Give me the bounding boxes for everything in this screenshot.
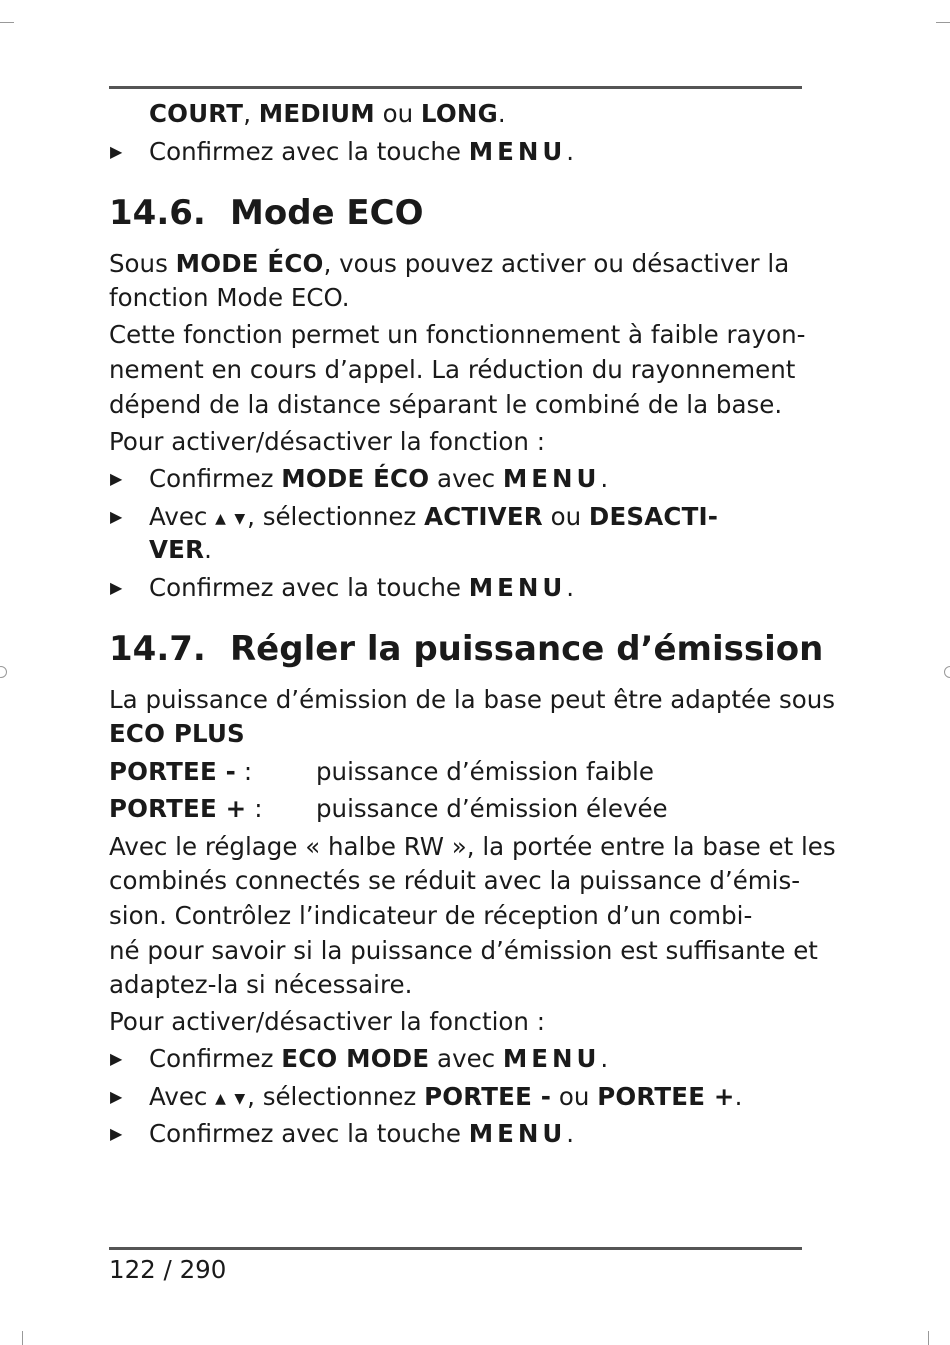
text: ou [542,502,589,531]
crop-mark [22,1331,23,1345]
text-line: fonction Mode ECO. [109,283,350,312]
bullet-icon: ▶ [110,578,123,597]
text: . [204,535,212,564]
text: , [243,99,259,128]
text: , sélectionnez [247,502,425,531]
text-line: Pour activer/désactiver la fonction : [109,427,545,456]
section-title: Mode ECO [230,193,424,233]
definition-row [109,792,262,826]
text-line [149,97,506,131]
section-number: 14.7. [109,629,206,669]
bold-term: DESACTI- [588,502,719,531]
crop-mark [936,22,950,23]
text: avec [429,464,503,493]
text: . [566,1119,575,1148]
bold-term: PORTEE - [109,757,237,786]
bullet-icon: ▶ [110,142,123,161]
text: Confirmez avec la touche [149,137,469,166]
text: . [734,1082,743,1111]
text: Confirmez avec la touche [149,573,469,602]
text-line: adaptez-la si nécessaire. [109,970,413,999]
text: avec [429,1044,503,1073]
text-line: nement en cours d’appel. La réduction du rayonnement [109,355,796,384]
text-line [109,247,789,281]
bullet-item [149,1117,574,1151]
text-line: dépend de la distance séparant le combiné de la base. [109,390,783,419]
text: Avec [149,502,216,531]
bullet-icon: ▶ [110,507,123,526]
section-heading [109,627,823,671]
text-line: sion. Contrôlez l’indicateur de réception d’un combi- [109,901,753,930]
bullet-item [149,1080,742,1116]
text: ou [374,99,421,128]
text: Confirmez [149,1044,282,1073]
bold-term: VER [149,535,205,564]
definition-value: puissance d’émission élevée [316,794,668,823]
text: Confirmez avec la touche [149,1119,469,1148]
bold-term: PORTEE - [424,1082,552,1111]
menu-key: MENU [468,1119,567,1148]
text-line: La puissance d’émission de la base peut être adaptée sous [109,685,836,714]
text: Avec [149,1082,216,1111]
bullet-icon: ▶ [110,1049,123,1068]
text: . [600,1044,609,1073]
section-heading [109,191,424,235]
definition-value: puissance d’émission faible [316,757,654,786]
menu-key: MENU [502,1044,601,1073]
text: . [566,573,575,602]
text-line: né pour savoir si la puissance d’émission est suffisante et [109,936,818,965]
bold-term: PORTEE + [597,1082,735,1111]
bullet-icon: ▶ [110,1087,123,1106]
registration-mark [0,666,7,678]
bullet-icon: ▶ [110,1124,123,1143]
bullet-item [149,462,608,496]
text: . [566,137,575,166]
section-title: Régler la puissance d’émission [230,629,824,669]
bottom-rule [109,1247,802,1250]
text-line: Avec le réglage « halbe RW », la portée entre la base et les [109,832,836,861]
up-down-arrows-icon: ▲ ▼ [215,511,248,527]
crop-mark [928,1331,929,1345]
registration-mark [944,666,950,678]
text: ou [551,1082,598,1111]
section-number: 14.6. [109,193,206,233]
crop-mark [0,22,14,23]
bullet-item [149,571,574,605]
bullet-item [149,500,718,536]
bold-term: ACTIVER [424,502,543,531]
text: Sous [109,249,176,278]
text: : [236,757,253,786]
menu-key: MENU [468,573,567,602]
text: . [600,464,609,493]
text: , vous pouvez activer ou désactiver la [323,249,790,278]
bold-term: PORTEE + [109,794,247,823]
menu-key: MENU [502,464,601,493]
top-rule [109,86,802,89]
text: , sélectionnez [247,1082,425,1111]
bold-term: ECO MODE [281,1044,430,1073]
bold-term: MODE ÉCO [175,249,324,278]
up-down-arrows-icon: ▲ ▼ [215,1091,248,1107]
text-line: combinés connectés se réduit avec la puissance d’émis- [109,866,801,895]
bold-term: LONG [420,99,498,128]
menu-key: MENU [468,137,567,166]
text: : [246,794,263,823]
bullet-icon: ▶ [110,469,123,488]
bullet-item-continued [149,533,212,567]
text-line: Pour activer/désactiver la fonction : [109,1007,545,1036]
bold-term: COURT [149,99,244,128]
bullet-item [149,1042,608,1076]
page-number: 122 / 290 [109,1255,227,1284]
bold-term: MEDIUM [258,99,375,128]
bullet-item [149,135,574,169]
text: . [497,99,506,128]
text-line: Cette fonction permet un fonctionnement à faible rayon- [109,320,806,349]
bold-term: MODE ÉCO [281,464,430,493]
bold-term: ECO PLUS [109,719,245,748]
text: Confirmez [149,464,282,493]
